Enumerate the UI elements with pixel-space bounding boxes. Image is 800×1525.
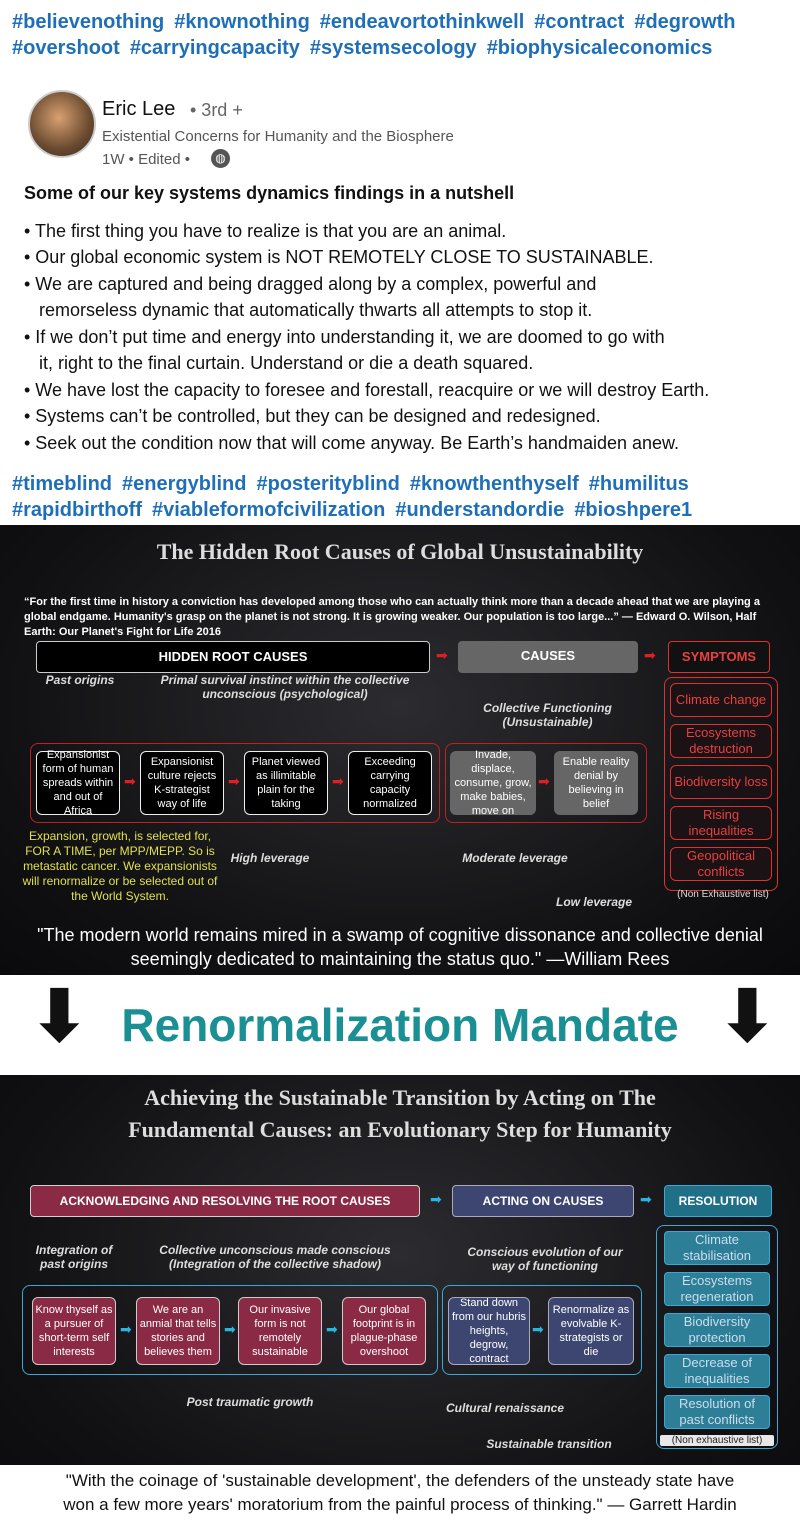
post-bullet: • Seek out the condition now that will come anyway. Be Earth’s handmaiden anew. (24, 433, 680, 453)
infographic-title: The Hidden Root Causes of Global Unsustainability (156, 539, 644, 564)
post-meta: 1W • Edited • (102, 151, 191, 168)
hashtag-link[interactable]: #viableformofcivilization (152, 499, 386, 521)
arrow-right-icon: ➡ (436, 647, 448, 663)
hashtag-row-4 (12, 497, 702, 523)
symptom-box: Geopolitical conflicts (670, 847, 772, 881)
post-bullet: • We are captured and being dragged along by a complex, powerful and (24, 274, 597, 294)
arrow-right-icon: ➡ (120, 1321, 132, 1337)
wilson-quote: “For the first time in history a conviction has developed among those who can actually think more than a decade ahead that we are playing a global endgame. Humanity's grasp on the planet is not strong. It is growing weaker. Our population is too large...” — Edward O. Wilson, Half Earth: Our Planet's Fight for Life 2016 (24, 596, 760, 638)
hashtag-link[interactable]: #systemsecology (309, 37, 477, 59)
arrow-right-icon: ➡ (532, 1321, 544, 1337)
arrow-right-icon: ➡ (224, 1321, 236, 1337)
hashtag-link[interactable]: #overshoot (12, 37, 120, 59)
infographic-title-line: Achieving the Sustainable Transition by Acting on The (144, 1085, 656, 1110)
post-bullet: • Our global economic system is NOT REMOTELY CLOSE TO SUSTAINABLE. (24, 247, 654, 267)
moderate-leverage-label: Moderate leverage (462, 851, 568, 865)
symptom-box: Biodiversity loss (670, 765, 772, 799)
post-bullet: • The first thing you have to realize is that you are an animal. (24, 221, 507, 241)
causes-header: CAUSES (458, 641, 638, 673)
resolution-box: Climate stabilisation (664, 1231, 770, 1265)
collective-functioning-label: Collective Functioning (Unsustainable) (483, 701, 612, 729)
post-bullet: • We have lost the capacity to foresee and forestall, reacquire or we will destroy Earth. (24, 380, 710, 400)
arrow-right-icon: ➡ (332, 773, 344, 789)
low-leverage-label: Low leverage (555, 895, 633, 909)
cause-box: Invade, displace, consume, grow, make babies, move on (450, 751, 536, 815)
hashtag-link[interactable]: #posterityblind (256, 473, 400, 495)
non-exhaustive-note: (Non exhaustive list) (660, 1435, 774, 1446)
post-bullet: remorseless dynamic that automatically thwarts all attempts to stop it. (24, 300, 593, 320)
post-title: Some of our key systems dynamics findings in a nutshell (24, 183, 515, 203)
symptom-box: Climate change (670, 683, 772, 717)
hashtag-link[interactable]: #rapidbirthoff (12, 499, 142, 521)
hashtag-row-1 (12, 9, 745, 35)
arrow-right-icon: ➡ (640, 1191, 652, 1207)
acknowledging-header: ACKNOWLEDGING AND RESOLVING THE ROOT CAUSES (30, 1185, 420, 1217)
acting-step-box: Renormalize as evolvable K-strategists or die (548, 1297, 634, 1365)
cultural-renaissance-label: Cultural renaissance (445, 1401, 565, 1415)
author-headline: Existential Concerns for Humanity and the Biosphere (102, 128, 454, 145)
hashtag-link[interactable]: #knowthenthyself (409, 473, 579, 495)
resolution-box: Biodiversity protection (664, 1313, 770, 1347)
symptom-box: Rising inequalities (670, 806, 772, 840)
rees-quote-line: seemingly dedicated to maintaining the status quo." —William Rees (130, 949, 670, 969)
hardin-quote-line: won a few more years' moratorium from the painful process of thinking." — Garrett Hardin (63, 1495, 737, 1514)
symptoms-header: SYMPTOMS (668, 641, 770, 673)
cause-box: Expansionist culture rejects K-strategist way of life (140, 751, 224, 815)
cause-box: Exceeding carrying capacity normalized (348, 751, 432, 815)
mandate-heading: Renormalization Mandate (121, 999, 679, 1051)
collective-unconscious-label: Collective unconscious made conscious (Integration of the collective shadow) (159, 1243, 391, 1271)
infographic-title-line: Fundamental Causes: an Evolutionary Step for Humanity (128, 1117, 672, 1142)
integration-label: Integration of past origins (35, 1243, 113, 1271)
hashtag-row-2 (12, 35, 722, 61)
hashtag-link[interactable]: #believenothing (12, 11, 165, 33)
cause-box: Planet viewed as illimitable plain for the taking (244, 751, 328, 815)
resolution-step-box: We are an anmial that tells stories and believes them (136, 1297, 220, 1365)
sustainable-transition-infographic (0, 1075, 800, 1525)
resolution-step-box: Our global footprint is in plague-phase overshoot (342, 1297, 426, 1365)
hashtag-link[interactable]: #humilitus (588, 473, 689, 495)
hashtag-link[interactable]: #energyblind (122, 473, 247, 495)
hidden-root-causes-header: HIDDEN ROOT CAUSES (36, 641, 430, 673)
root-causes-infographic (0, 525, 800, 975)
hashtag-link[interactable]: #understandordie (395, 499, 565, 521)
down-arrow-icon: ⬇ (30, 977, 89, 1055)
hashtag-link[interactable]: #biophysicaleconomics (486, 37, 713, 59)
resolution-header: RESOLUTION (664, 1185, 772, 1217)
past-origins-label: Past origins (45, 673, 115, 687)
hashtag-link[interactable]: #timeblind (12, 473, 113, 495)
sustainable-transition-label: Sustainable transition (486, 1437, 612, 1451)
resolution-step-box: Our invasive form is not remotely sustainable (238, 1297, 322, 1365)
post-traumatic-growth-label: Post traumatic growth (186, 1395, 314, 1409)
down-arrow-icon: ⬇ (718, 977, 777, 1055)
hashtag-link[interactable]: #degrowth (634, 11, 736, 33)
hashtag-link[interactable]: #carryingcapacity (129, 37, 300, 59)
post-bullet: • Systems can’t be controlled, but they can be designed and redesigned. (24, 406, 601, 426)
hashtag-link[interactable]: #endeavortothinkwell (319, 11, 525, 33)
hashtag-row-3 (12, 471, 699, 497)
post-bullet: • If we don’t put time and energy into understanding it, we are doomed to go with (24, 327, 665, 347)
hardin-quote-area (0, 1465, 800, 1525)
avatar[interactable] (28, 90, 96, 158)
hashtag-link[interactable]: #bioshpere1 (574, 499, 693, 521)
hashtag-link[interactable]: #contract (534, 11, 625, 33)
arrow-right-icon: ➡ (430, 1191, 442, 1207)
high-leverage-label: High leverage (230, 851, 310, 865)
cause-box: Enable reality denial by believing in belief (554, 751, 638, 815)
acting-step-box: Stand down from our hubris heights, degrow, contract (448, 1297, 530, 1365)
conscious-evolution-label: Conscious evolution of our way of functioning (467, 1245, 623, 1273)
post-bullet: it, right to the final curtain. Understand or die a death squared. (24, 353, 534, 373)
resolution-box: Decrease of inequalities (664, 1354, 770, 1388)
cause-box: Expansionist form of human spreads within and out of Africa (36, 751, 120, 815)
hashtag-link[interactable]: #knownothing (174, 11, 310, 33)
resolution-box: Resolution of past conflicts (664, 1395, 770, 1429)
globe-icon: ◍ (211, 149, 230, 168)
connection-degree: • 3rd + (190, 100, 243, 120)
resolution-step-box: Know thyself as a pursuer of short-term self interests (32, 1297, 116, 1365)
author-name[interactable]: Eric Lee (102, 98, 176, 120)
rees-quote-line: "The modern world remains mired in a swamp of cognitive dissonance and collective denial (37, 925, 763, 945)
expansion-note: Expansion, growth, is selected for, FOR A TIME, per MPP/MEPP. So is metastatic cancer. We expansionists will renormalize or be selected out of the World System. (22, 829, 218, 903)
hardin-quote-line: "With the coinage of 'sustainable development', the defenders of the unsteady state have (65, 1471, 735, 1490)
primal-instinct-label: Primal survival instinct within the collective unconscious (psychological) (160, 673, 410, 701)
symptom-box: Ecosystems destruction (670, 724, 772, 758)
arrow-right-icon: ➡ (644, 647, 656, 663)
arrow-right-icon: ➡ (228, 773, 240, 789)
acting-on-causes-header: ACTING ON CAUSES (452, 1185, 634, 1217)
arrow-right-icon: ➡ (326, 1321, 338, 1337)
arrow-right-icon: ➡ (538, 773, 550, 789)
non-exhaustive-note: (Non Exhaustive list) (677, 889, 769, 900)
arrow-right-icon: ➡ (124, 773, 136, 789)
resolution-box: Ecosystems regeneration (664, 1272, 770, 1306)
